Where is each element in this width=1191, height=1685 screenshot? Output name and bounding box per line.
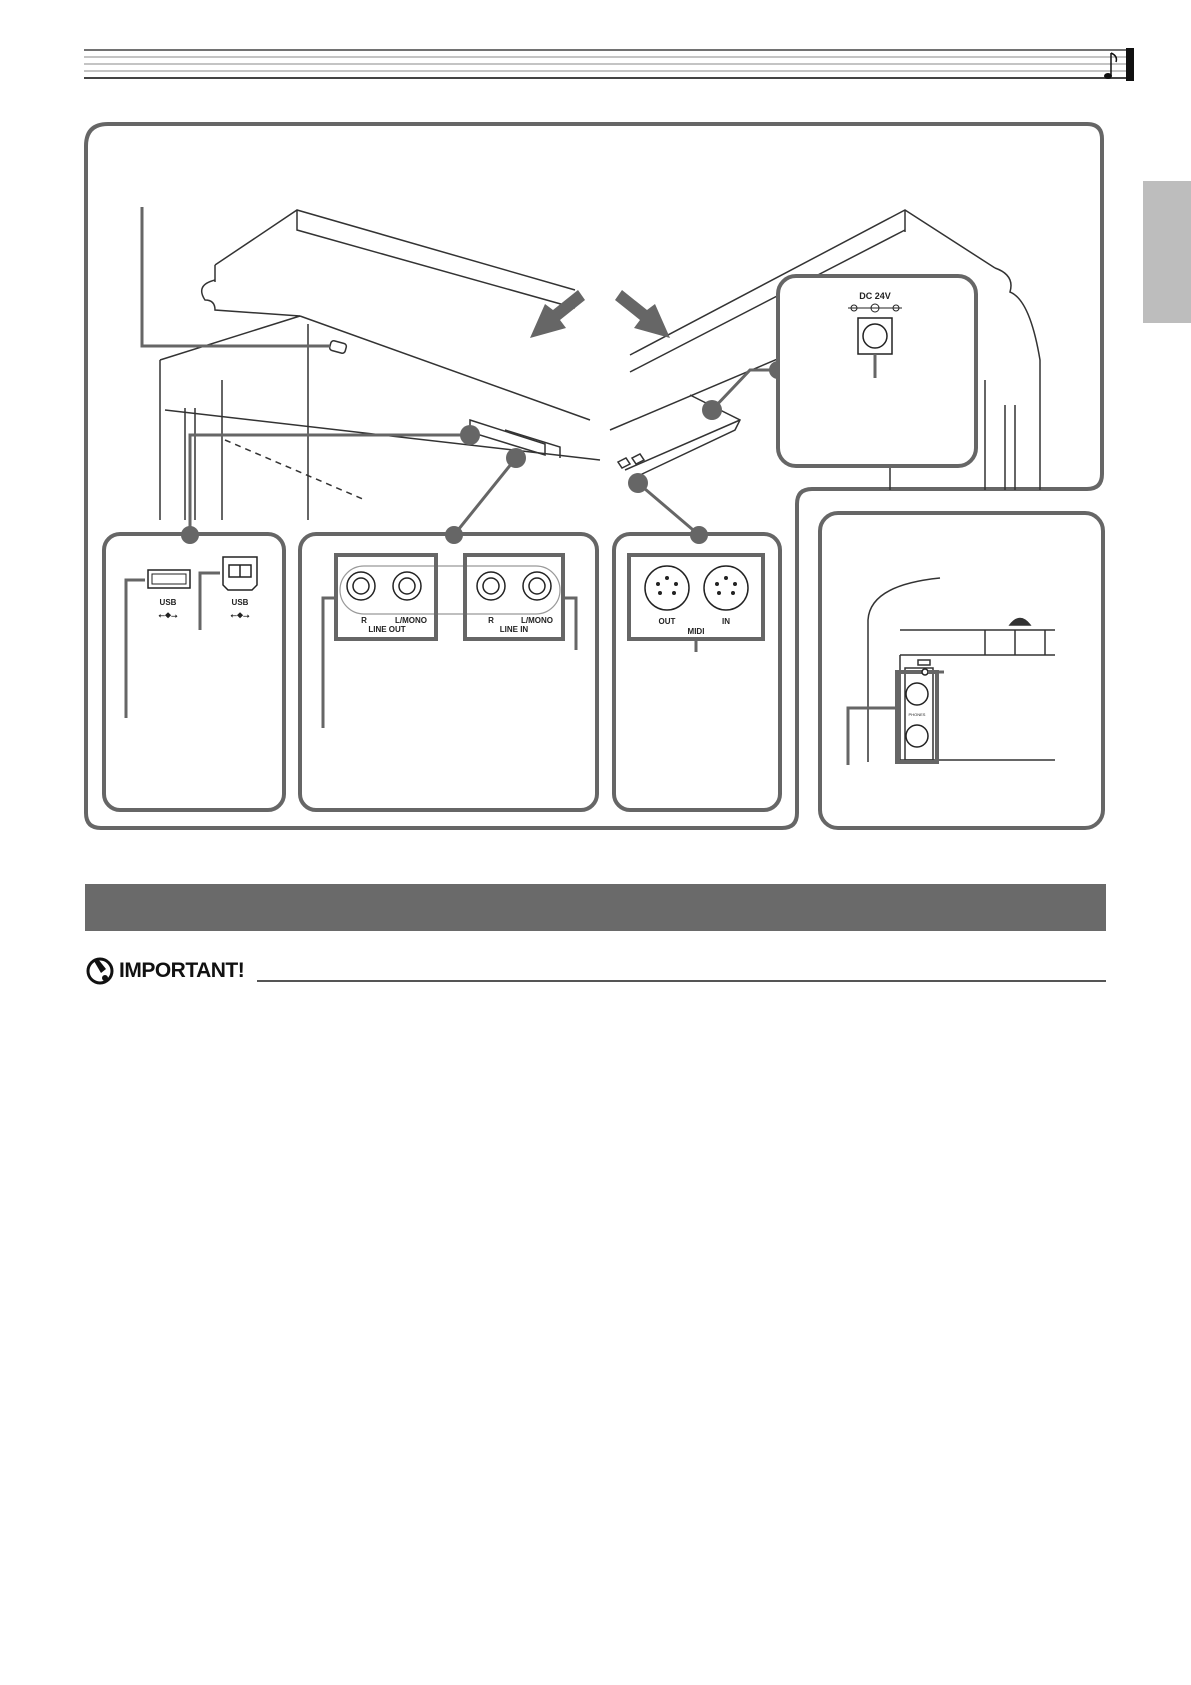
midi-in-label: IN (722, 617, 730, 626)
midi-out-label: OUT (658, 617, 676, 626)
callout-dc-line (712, 370, 778, 410)
callout-hook-line (142, 207, 330, 346)
warning-exclamation-icon (85, 956, 117, 986)
usb-a-icon: ⭠◆⭢ (158, 611, 178, 620)
line-in-l-label: L/MONO (521, 616, 553, 625)
usb-b-icon: ⭠◆⭢ (230, 611, 250, 620)
pull-apart-arrows (530, 290, 670, 338)
dc-label: DC 24V (859, 291, 891, 301)
important-underline (257, 980, 1106, 982)
midi-caption: MIDI (687, 627, 705, 636)
line-out-r-label: R (361, 616, 367, 625)
callout-line-line (454, 458, 516, 535)
line-in-caption: LINE IN (499, 625, 529, 634)
usb-b-label: USB (231, 598, 249, 607)
section-title-bar (85, 884, 1106, 931)
midi-port-icon (645, 566, 748, 610)
line-in-r-label: R (488, 616, 494, 625)
midi-panel (614, 534, 780, 810)
important-label: IMPORTANT! (119, 959, 245, 982)
line-out-l-label: L/MONO (395, 616, 427, 625)
phones-panel (820, 513, 1103, 828)
phones-label: PHONES (908, 712, 926, 717)
outer-frame (86, 124, 1102, 828)
line-out-caption: LINE OUT (368, 625, 406, 634)
callout-usb-dot (460, 425, 480, 445)
callout-midi-line (638, 483, 699, 535)
piano-left-half (160, 210, 600, 520)
usb-a-label: USB (159, 598, 177, 607)
important-heading (85, 956, 1106, 986)
